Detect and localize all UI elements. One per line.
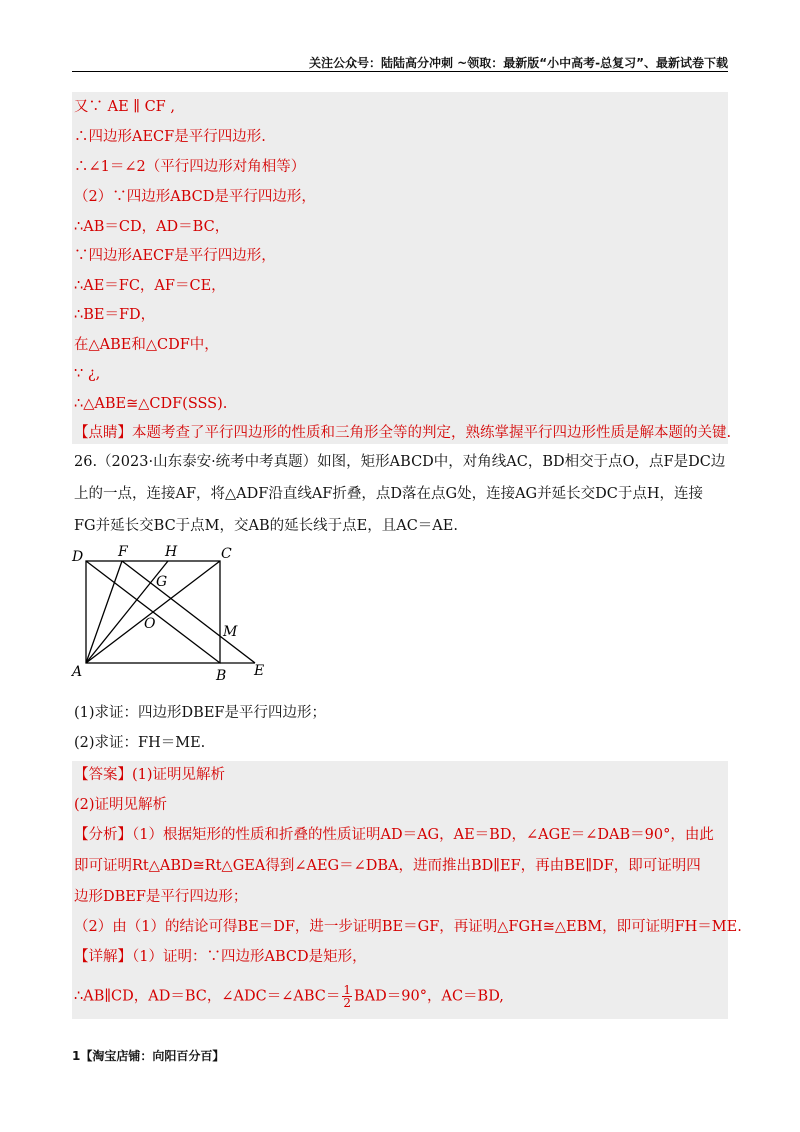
page-header: 关注公众号：陆陆高分冲刺 ~领取：最新版“小中高考-总复习”、最新试卷下载: [309, 56, 728, 70]
dianjing-note: 【点睛】本题考查了平行四边形的性质和三角形全等的判定，熟练掌握平行四边形性质是解本题的关键.: [74, 425, 732, 441]
solution-line: ∵四边形AECF是平行四边形，: [74, 248, 276, 264]
analysis-line-3: 边形DBEF是平行四边形；: [74, 889, 248, 905]
analysis-line-2: 即可证明Rt△ABD≅Rt△GEA得到∠AEG＝∠DBA，进而推出BD∥EF，再由BE∥DF，即可证明四: [74, 858, 701, 874]
answer-line-1: 【答案】(1)证明见解析: [74, 767, 226, 783]
solution-line: ∴四边形AECF是平行四边形.: [74, 129, 266, 145]
fraction-numerator: 1: [343, 983, 352, 997]
label-m: M: [223, 624, 238, 640]
label-o: O: [144, 616, 156, 632]
question-1: (1)求证：四边形DBEF是平行四边形；: [74, 705, 326, 721]
page-footer: 1【淘宝店铺：向阳百分百】: [72, 1049, 225, 1063]
problem-line-1: 26.（2023·山东泰安·统考中考真题）如图，矩形ABCD中，对角线AC，BD相交于点O，点F是DC边: [74, 454, 726, 470]
detail-line-2-end: BAD＝90°，AC＝BD,: [354, 988, 504, 1005]
analysis-line-1: 【分析】（1）根据矩形的性质和折叠的性质证明AD＝AG，AE＝BD，∠AGE＝∠DAB＝90°，由此: [74, 827, 714, 843]
solution-line: 在△ABE和△CDF中，: [74, 337, 219, 353]
solution-line: （2）∵四边形ABCD是平行四边形，: [74, 189, 316, 205]
detail-line-2: [74, 984, 504, 1009]
analysis-line-4: （2）由（1）的结论可得BE＝DF，进一步证明BE＝GF，再证明△FGH≅△EBM，即可证明FH＝ME.: [74, 919, 742, 935]
detail-line-1: 【详解】（1）证明：∵四边形ABCD是矩形，: [74, 949, 367, 965]
solution-line: 又∵ AE ∥ CF ,: [74, 99, 175, 115]
segment-af: [86, 561, 122, 663]
question-2: (2)求证：FH＝ME.: [74, 735, 206, 751]
problem-line-3: FG并延长交BC于点M，交AB的延长线于点E，且AC＝AE.: [74, 518, 458, 534]
solution-line: ∴AE＝FC，AF＝CE，: [74, 278, 226, 294]
answer-line-2: (2)证明见解析: [74, 797, 168, 813]
label-f: F: [118, 544, 128, 560]
label-a: A: [72, 664, 83, 680]
label-h: H: [165, 544, 178, 560]
label-e: E: [254, 663, 265, 679]
solution-line: ∴△ABE≅△CDF(SSS).: [74, 396, 228, 412]
detail-line-2-start: ∴AB∥CD，AD＝BC，∠ADC＝∠ABC＝: [74, 988, 341, 1005]
solution-line: ∵ ¿,: [74, 366, 101, 382]
label-b: B: [216, 668, 227, 684]
fraction-denominator: 2: [343, 996, 352, 1010]
solution-line: ∴BE＝FD，: [74, 307, 156, 323]
problem-line-2: 上的一点，连接AF，将△ADF沿直线AF折叠，点D落在点G处，连接AG并延长交DC于点H，连接: [74, 486, 703, 502]
fraction-one-half: [342, 984, 352, 1009]
label-c: C: [221, 546, 232, 562]
label-d: D: [72, 549, 84, 565]
solution-line: ∴∠1＝∠2（平行四边形对角相等）: [74, 159, 306, 175]
header-rule: [72, 71, 728, 72]
segment-fe: [122, 561, 255, 663]
geometry-figure: [70, 544, 270, 684]
solution-line: ∴AB＝CD，AD＝BC，: [74, 219, 230, 235]
label-g: G: [156, 574, 168, 590]
